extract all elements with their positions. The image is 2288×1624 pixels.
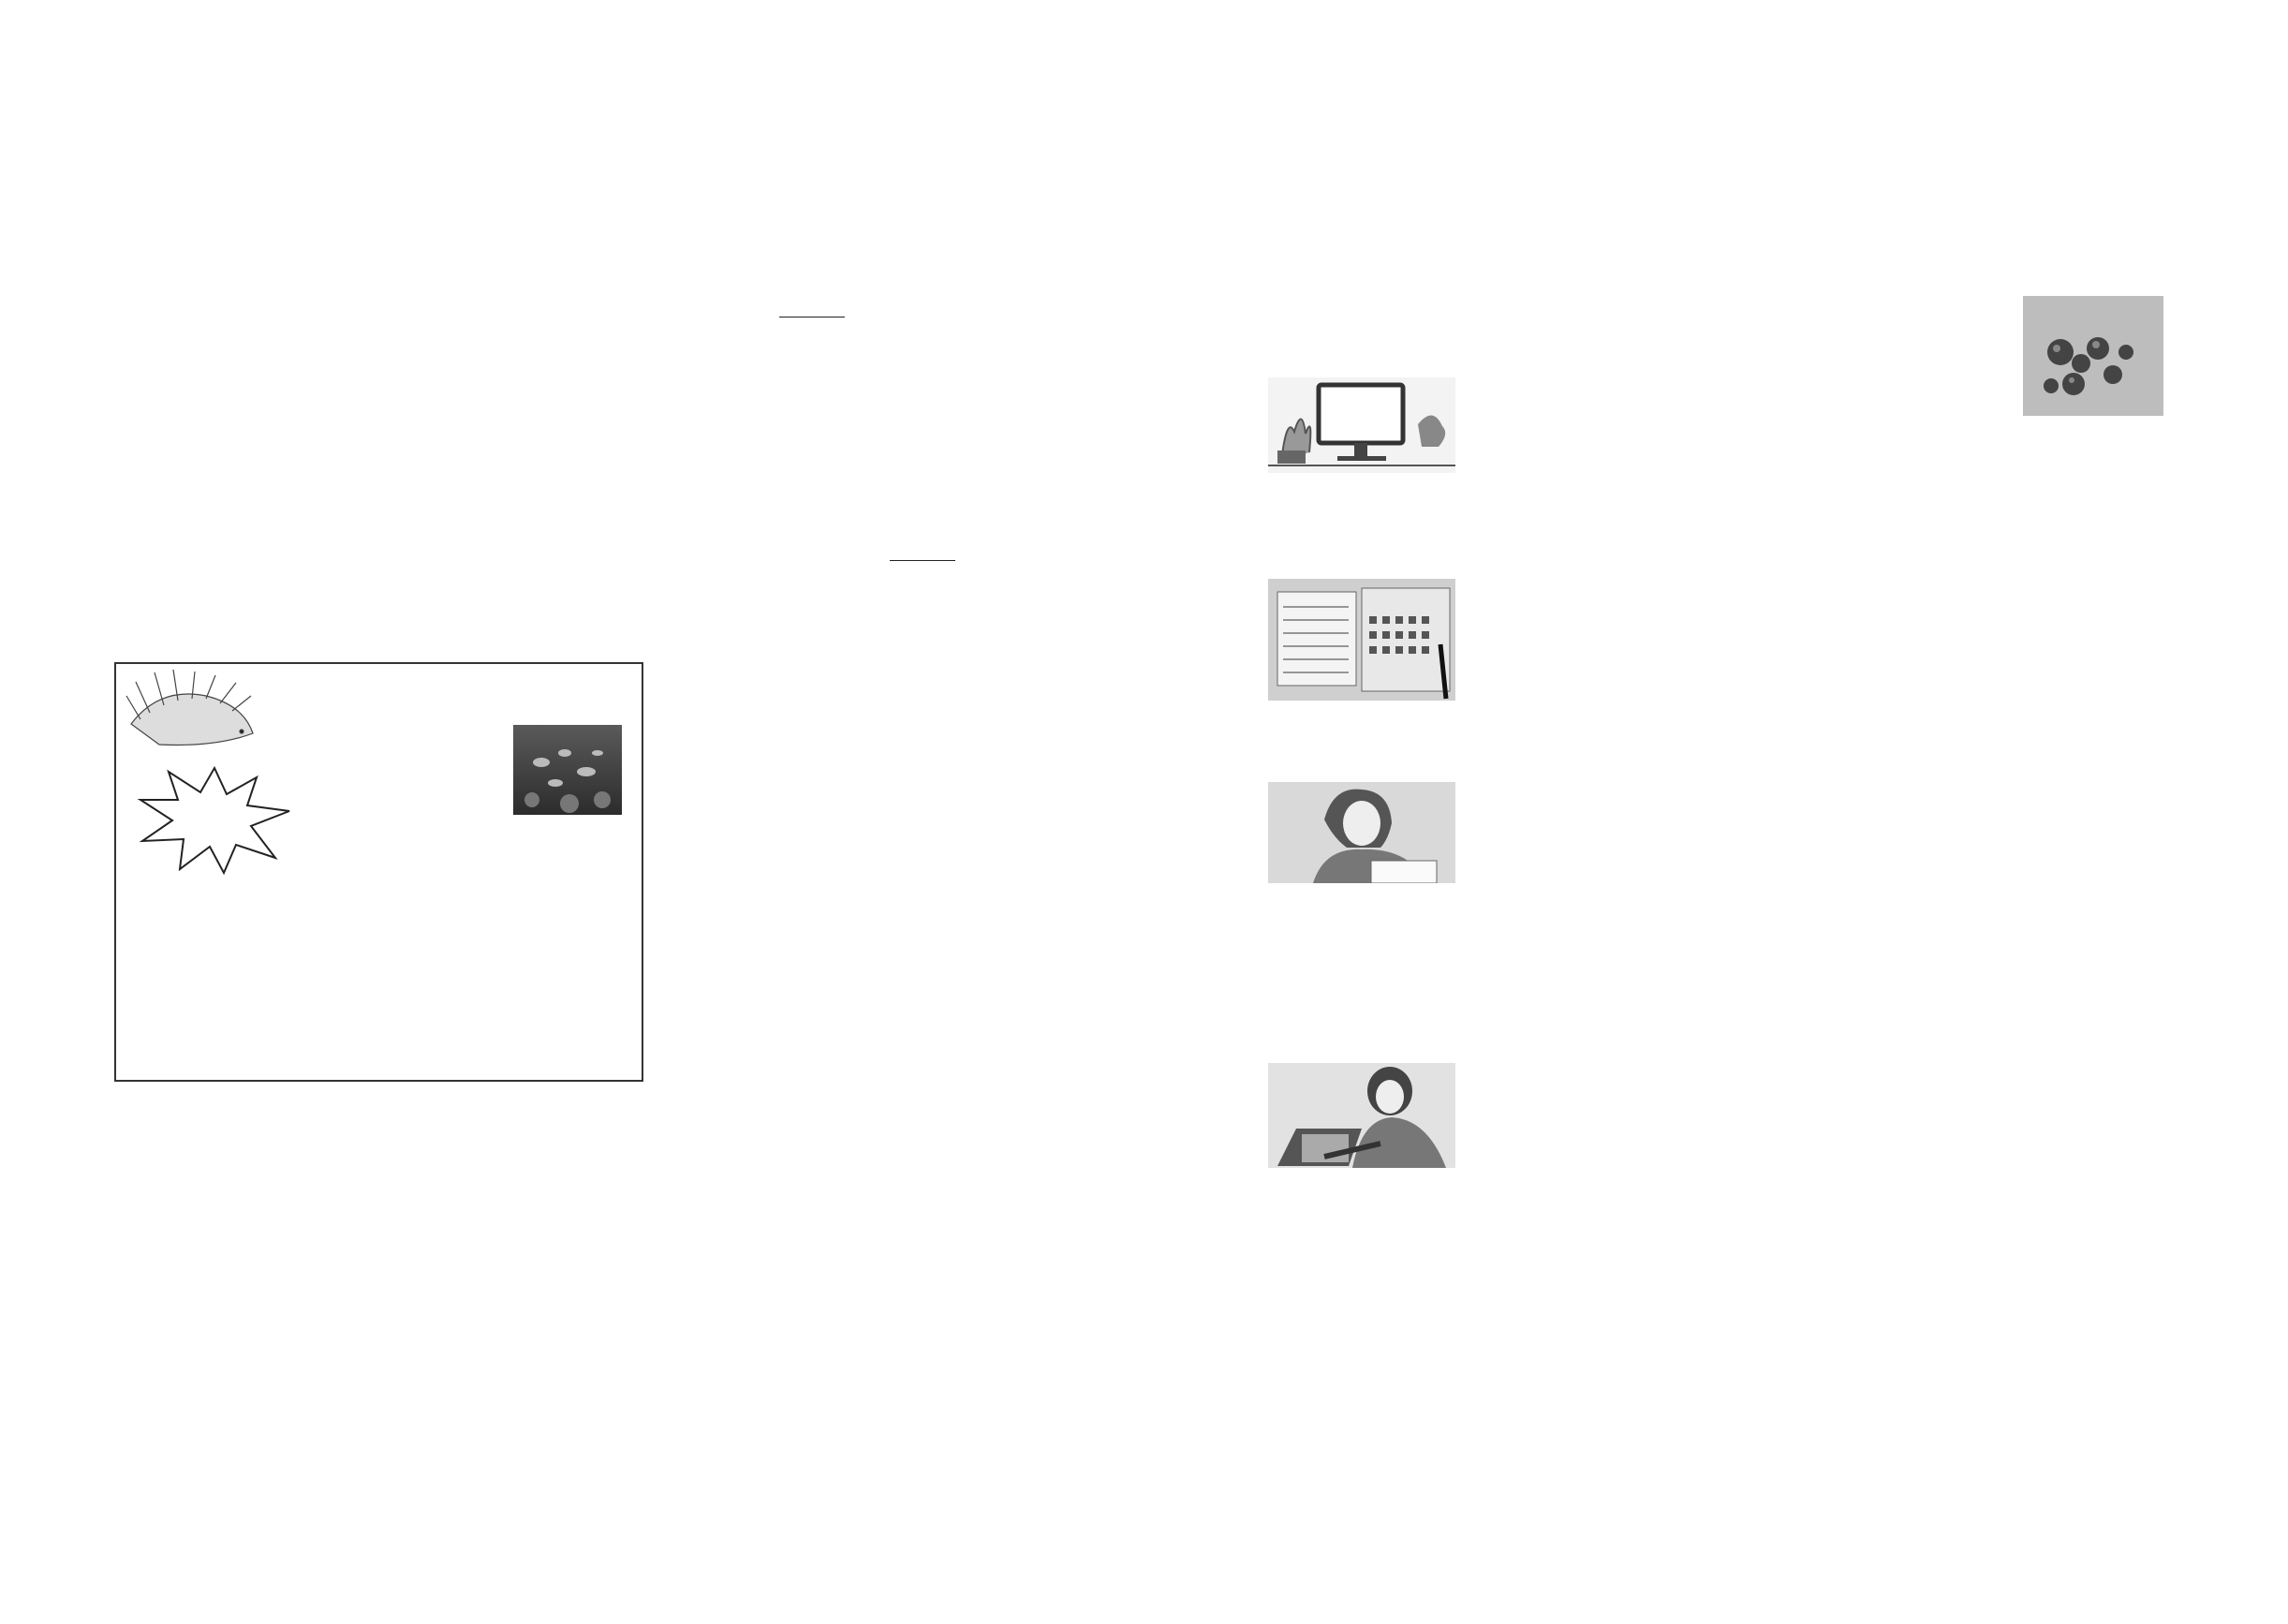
tip-heading-1 <box>779 130 1455 170</box>
fish-photo <box>513 725 622 815</box>
tip-paragraph-1 <box>779 170 1261 251</box>
computer-desk-image <box>1268 377 1455 473</box>
passage-b-label <box>779 90 1455 130</box>
question-text <box>890 535 955 575</box>
question-29 <box>779 535 1455 575</box>
option-a[interactable] <box>890 494 1038 534</box>
passage-a-label <box>66 170 740 211</box>
q30-option-c[interactable] <box>1489 170 2165 211</box>
beach-tour-ad <box>114 662 643 1082</box>
option-a[interactable] <box>890 575 1038 615</box>
hedgehog-illustration <box>122 668 262 761</box>
question-28-options <box>779 494 1455 534</box>
story-paragraph-1 <box>1489 292 2023 453</box>
option-c[interactable] <box>1186 494 1334 534</box>
q30-option-b[interactable] <box>1489 130 2165 170</box>
calendar-plan-image <box>1268 579 1455 701</box>
q30-option-a[interactable] <box>1489 90 2165 130</box>
option-b[interactable] <box>1038 575 1186 615</box>
section-heading-2 <box>66 130 740 170</box>
tip-heading-2 <box>779 291 1455 332</box>
girl-studying-image <box>1268 782 1455 883</box>
option-b[interactable] <box>1038 494 1186 534</box>
q30-option-d[interactable] <box>1489 212 2165 252</box>
column-2 <box>779 90 1455 656</box>
ad-spacer <box>66 212 740 657</box>
tip-heading-3 <box>779 332 1455 373</box>
section-heading <box>66 90 740 130</box>
woman-notebook-image <box>1268 1063 1455 1168</box>
boracay-burst <box>135 764 294 877</box>
marbles-photo <box>2023 296 2163 416</box>
passage-c-label <box>1489 252 2165 292</box>
